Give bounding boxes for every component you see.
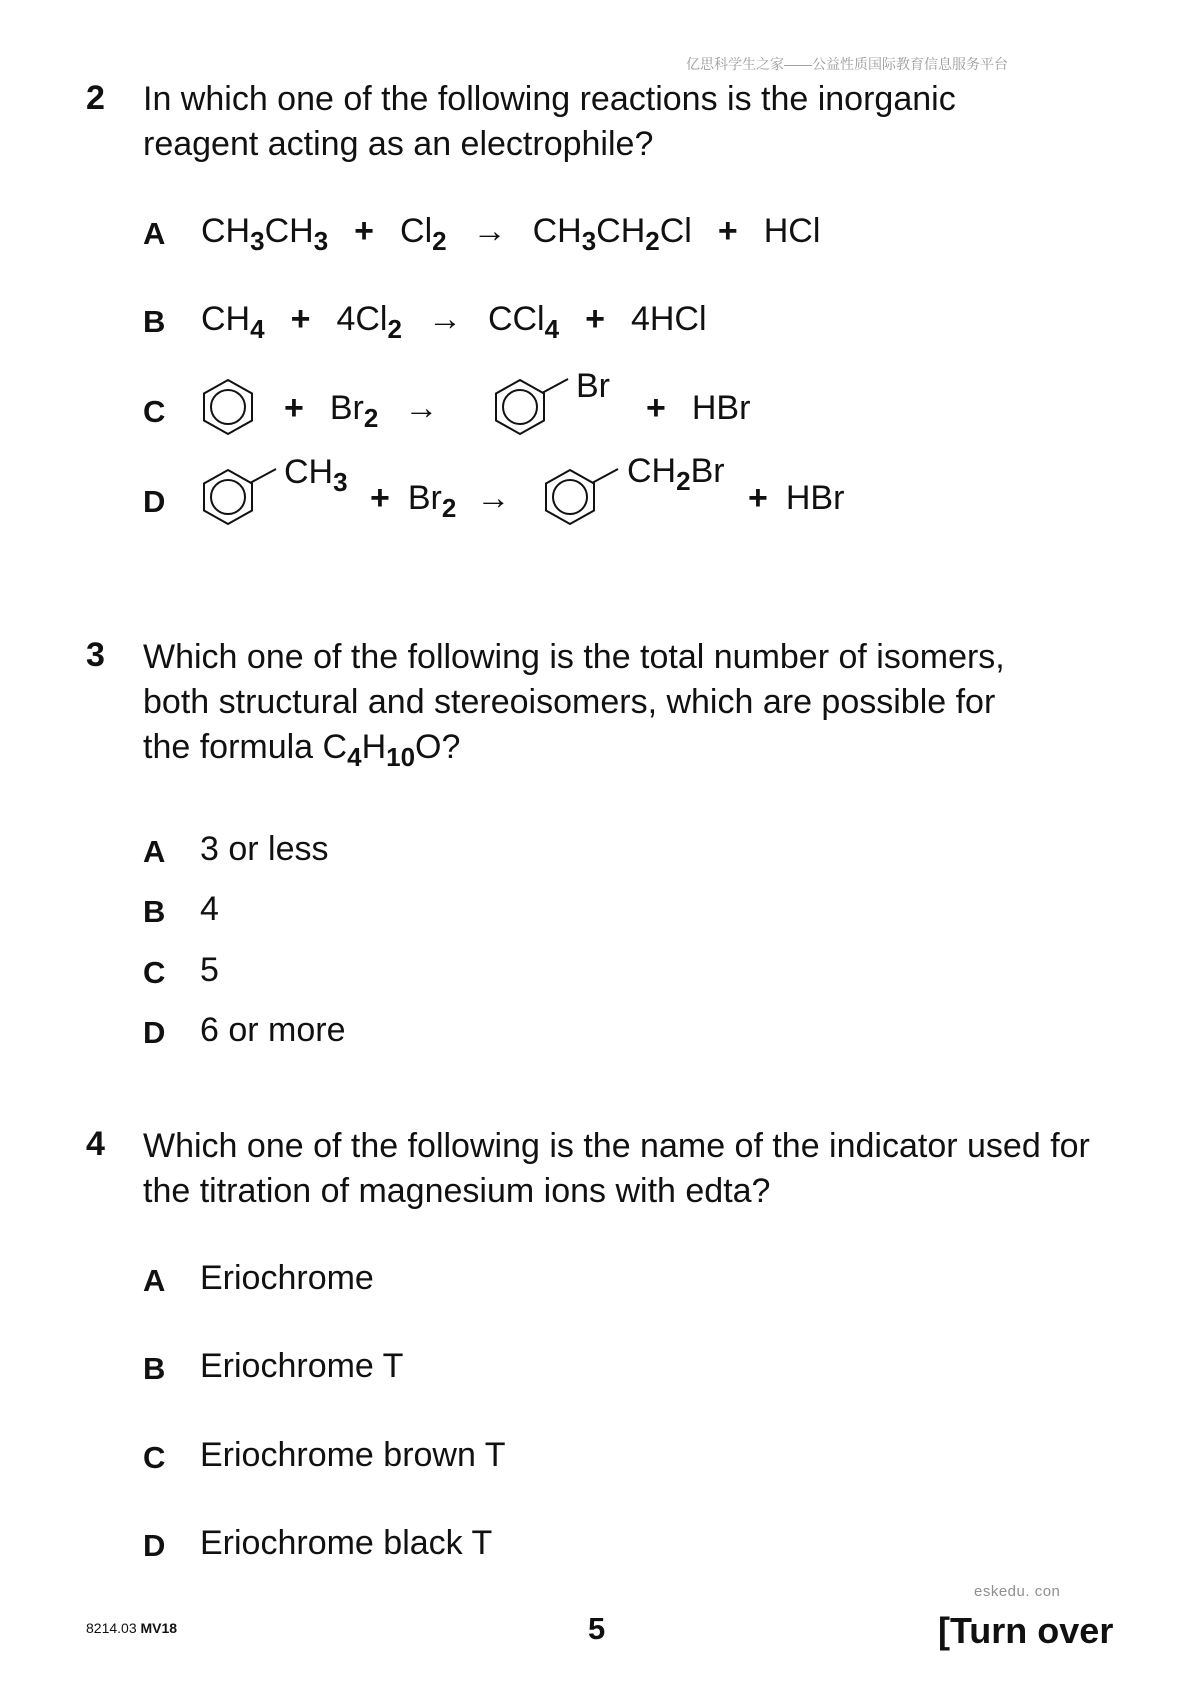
question-2-text: In which one of the following reactions is the inorganic reagent acting as an electrophile? bbox=[143, 80, 956, 163]
q3-option-b-text: 4 bbox=[200, 890, 219, 928]
turn-over-label: [Turn over bbox=[938, 1610, 1114, 1651]
q3-option-c-letter: C bbox=[143, 955, 166, 990]
question-4-text: Which one of the following is the name of the indicator used for the titration of magnesium ions with edta? bbox=[143, 1127, 1090, 1210]
benzene-ring-icon bbox=[198, 377, 258, 437]
q2-option-c-substituent: Br bbox=[576, 367, 610, 405]
q4-option-d-letter: D bbox=[143, 1528, 166, 1563]
question-2-number: 2 bbox=[86, 79, 105, 117]
q3-option-a-letter: A bbox=[143, 834, 166, 869]
q4-option-b-text: Eriochrome T bbox=[200, 1347, 404, 1385]
bond-line-icon bbox=[590, 465, 620, 485]
q4-option-a-letter: A bbox=[143, 1263, 166, 1298]
q3-option-d-letter: D bbox=[143, 1015, 166, 1050]
bond-line-icon bbox=[248, 465, 278, 485]
watermark-top: 亿思科学生之家——公益性质国际教育信息服务平台 bbox=[686, 56, 1008, 72]
bond-line-icon bbox=[540, 375, 570, 395]
question-4-number: 4 bbox=[86, 1125, 105, 1163]
q2-option-d-methyl: $CH_3$ bbox=[284, 453, 348, 497]
paper-code: 8214.03 MV18 bbox=[86, 1620, 178, 1636]
q2-option-c-letter: C bbox=[143, 394, 166, 429]
q2-option-c-reagent: + $Br_2$ → bbox=[284, 389, 439, 433]
q2-option-d-reagent: + $Br_2$ → bbox=[370, 479, 511, 523]
q2-option-b-equation: $CH_4 + 4Cl_2 \to CCl_4 + 4HCl$ bbox=[201, 300, 707, 344]
q2-option-d-product: + HBr bbox=[748, 479, 845, 517]
q4-option-c-text: Eriochrome brown T bbox=[200, 1436, 506, 1474]
q3-option-c-text: 5 bbox=[200, 951, 219, 989]
q4-option-b-letter: B bbox=[143, 1351, 166, 1386]
q2-option-d-substituent: $CH_2Br$ bbox=[627, 452, 725, 496]
q3-option-a-text: 3 or less bbox=[200, 830, 329, 868]
q2-option-d-letter: D bbox=[143, 484, 166, 519]
question-3-number: 3 bbox=[86, 636, 105, 674]
watermark-bottom: eskedu. con bbox=[974, 1583, 1061, 1600]
q2-option-c-product: + HBr bbox=[646, 389, 751, 427]
q4-option-c-letter: C bbox=[143, 1440, 166, 1475]
q2-option-b-letter: B bbox=[143, 304, 166, 339]
q4-option-a-text: Eriochrome bbox=[200, 1259, 374, 1297]
q2-option-a-letter: A bbox=[143, 216, 166, 251]
q4-option-d-text: Eriochrome black T bbox=[200, 1524, 493, 1562]
q2-option-a-equation: $CH_3CH_3 + Cl_2 \to CH_3CH_2Cl$ + HCl bbox=[201, 212, 821, 256]
q3-option-b-letter: B bbox=[143, 894, 166, 929]
q3-option-d-text: 6 or more bbox=[200, 1011, 346, 1049]
question-3-text: Which one of the following is the total number of isomers, both structural and stereoisomers, which are possible for the formula $C_4H_{10}O$? bbox=[143, 638, 1005, 772]
page-number: 5 bbox=[588, 1611, 606, 1646]
